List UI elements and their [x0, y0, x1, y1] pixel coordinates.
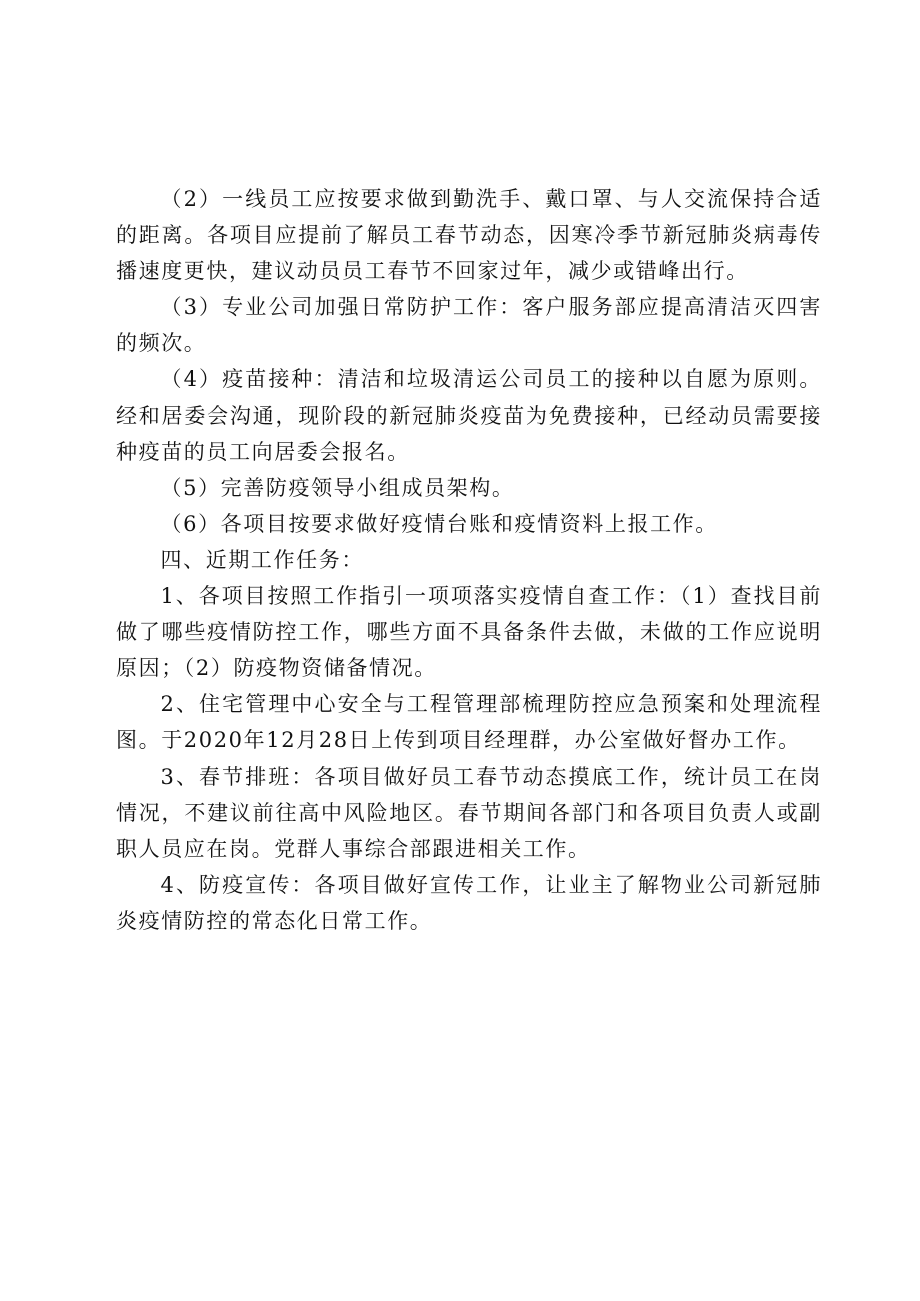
paragraph-item-3-daily-protection: （3）专业公司加强日常防护工作：客户服务部应提高清洁灭四害的频次。 — [116, 295, 822, 356]
paragraph-item-5-leadership-group: （5）完善防疫领导小组成员架构。 — [160, 475, 515, 500]
paragraph-item-4-vaccination: （4）疫苗接种：清洁和垃圾清运公司员工的接种以自愿为原则。经和居委会沟通，现阶段的新冠肺炎疫苗为免费接种，已经动员需要接种疫苗的员工向居委会报名。 — [116, 367, 822, 464]
task-3-spring-festival-schedule: 3、春节排班：各项目做好员工春节动态摸底工作，统计员工在岗情况，不建议前往高中风险地区。春节期间各部门和各项目负责人或副职人员应在岗。党群人事综合部跟进相关工作。 — [116, 764, 822, 861]
document-body — [116, 181, 822, 939]
task-1-self-inspection: 1、各项目按照工作指引一项项落实疫情自查工作：（1）查找目前做了哪些疫情防控工作，哪些方面不具备条件去做，未做的工作应说明原因；（2）防疫物资储备情况。 — [116, 584, 822, 681]
paragraph-item-6-reporting: （6）各项目按要求做好疫情台账和疫情资料上报工作。 — [160, 511, 718, 536]
task-4-publicity: 4、防疫宣传：各项目做好宣传工作，让业主了解物业公司新冠肺炎疫情防控的常态化日常工作。 — [116, 872, 822, 933]
section-heading-recent-tasks: 四、近期工作任务： — [160, 547, 364, 572]
task-2-emergency-plan: 2、住宅管理中心安全与工程管理部梳理防控应急预案和处理流程图。于2020年12月28日上传到项目经理群，办公室做好督办工作。 — [116, 692, 822, 753]
paragraph-item-2-hygiene: （2）一线员工应按要求做到勤洗手、戴口罩、与人交流保持合适的距离。各项目应提前了解员工春节动态，因寒冷季节新冠肺炎病毒传播速度更快，建议动员员工春节不回家过年，减少或错峰出行。 — [116, 187, 822, 284]
